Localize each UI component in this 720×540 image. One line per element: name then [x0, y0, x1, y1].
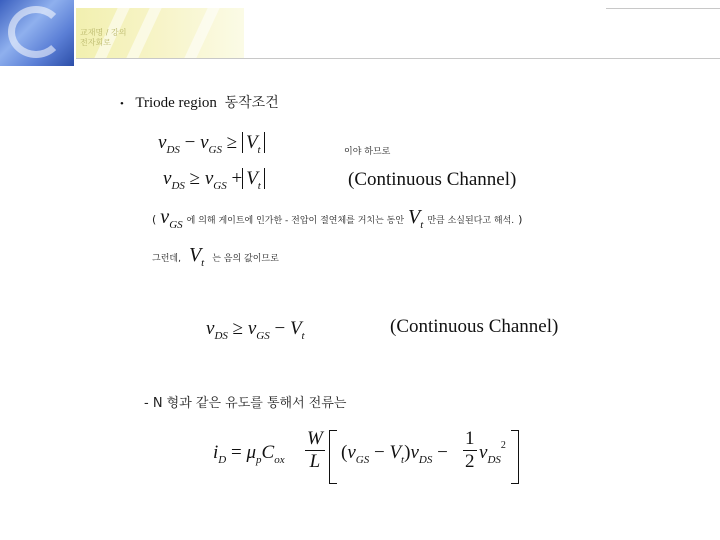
drain-current-formula	[213, 428, 533, 488]
equation-1-note: 이야 하므로	[344, 147, 391, 157]
explanation-text-2: 만큼 소실된다고 해석.	[427, 216, 515, 226]
explanation-open-paren: (	[152, 213, 157, 226]
bullet-heading	[120, 92, 279, 112]
formula-right-bracket	[511, 430, 519, 484]
continuous-channel-label-1: (Continuous Channel)	[348, 169, 517, 190]
slide-header	[0, 0, 720, 70]
formula-lhs: $i_D = \mu_pC_{ox}$	[213, 442, 285, 466]
vt-symbol-2: $V_t$	[188, 244, 205, 269]
header-top-rule	[606, 8, 720, 9]
bullet-icon: •	[120, 98, 124, 110]
equation-2: $v_{DS} \ge v_{GS} + V_t$	[163, 168, 265, 192]
vt-symbol: $V_t$	[408, 206, 424, 231]
negative-note-line	[152, 244, 279, 269]
equation-1: $v_{DS} - v_{GS} \ge V_t$	[158, 132, 265, 156]
header-divider	[76, 58, 720, 59]
explanation-text-1: 에 의해 게이트에 인가한 - 전압이 절연체를 거치는 동안	[186, 216, 405, 226]
continuous-channel-label-2: (Continuous Channel)	[390, 316, 559, 337]
current-intro: - N 형과 같은 유도를 통해서 전류는	[144, 396, 347, 411]
banner-line-1: 교재명 / 강의	[80, 28, 127, 37]
banner-line-2: 전자회로	[80, 38, 111, 47]
heading-title: Triode region	[135, 95, 217, 111]
formula-middle: $(v_{GS} - V_t)v_{DS}$ −	[341, 442, 448, 466]
formula-w-over-l: $\frac{W}{L}$	[307, 428, 323, 472]
logo-icon	[0, 0, 74, 66]
equation-3: $v_{DS} \ge v_{GS} - V_t$	[206, 318, 305, 342]
negative-note-prefix: 그런데,	[152, 254, 181, 264]
banner-text	[80, 28, 126, 48]
explanation-close-paren: )	[518, 213, 523, 226]
formula-half: $\frac{1}{2}$	[465, 428, 475, 472]
explanation-line	[152, 206, 522, 231]
heading-title-kr: 동작조건	[224, 95, 279, 111]
negative-note-suffix: 는 음의 값이므로	[212, 254, 279, 264]
formula-left-bracket	[329, 430, 337, 484]
formula-vds-squared: $v_{DS}^2$	[479, 440, 506, 466]
vgs-symbol: $v_{GS}$	[160, 206, 183, 231]
